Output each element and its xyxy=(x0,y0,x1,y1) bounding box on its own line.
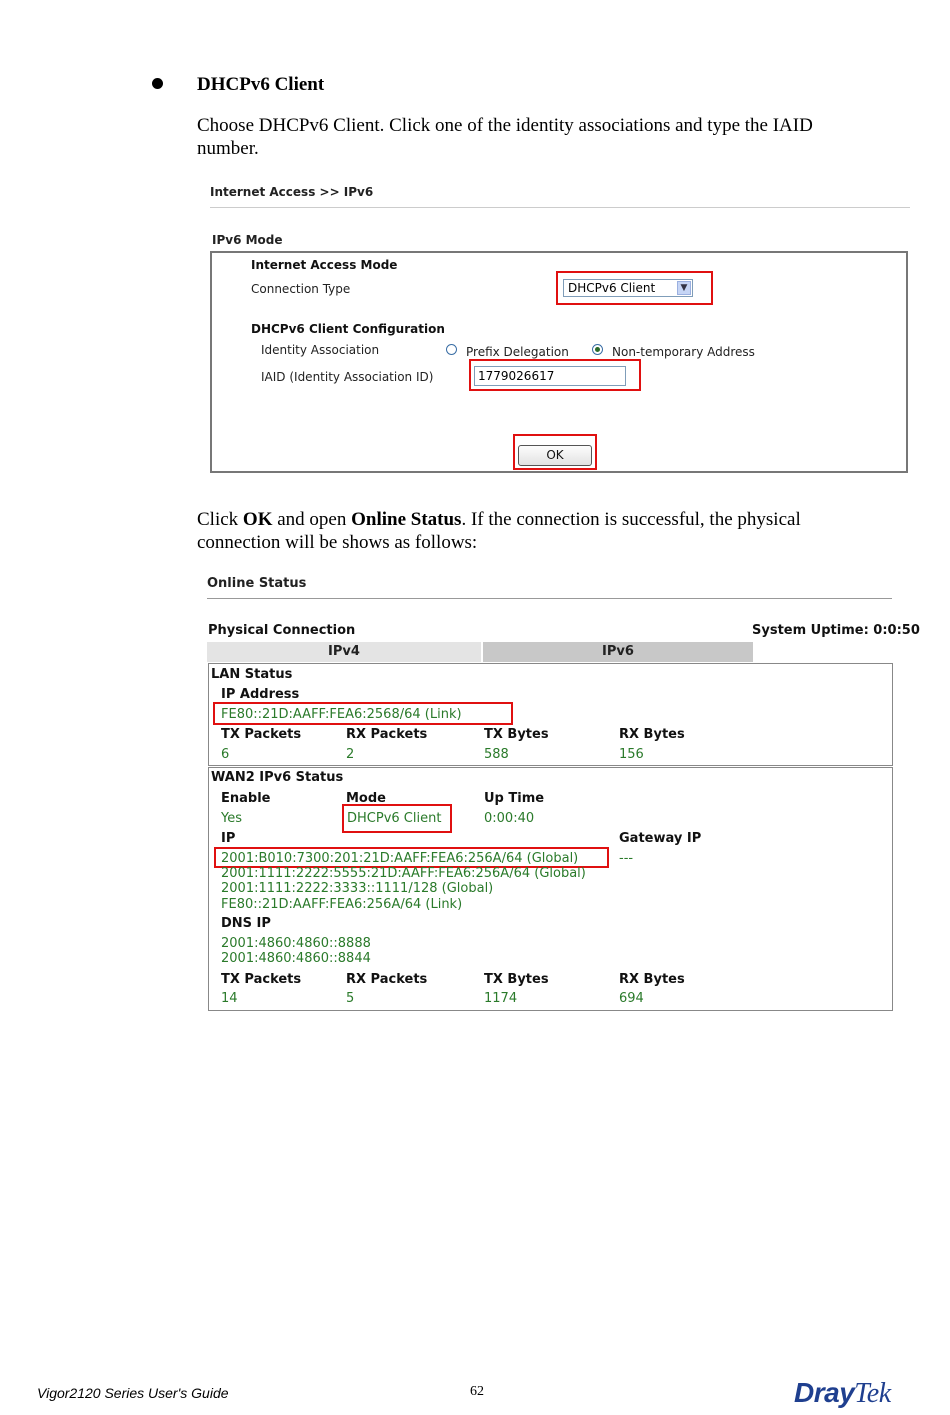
text-run-bold: OK xyxy=(242,509,273,530)
ok-button[interactable]: OK xyxy=(518,445,592,466)
highlight-iaid xyxy=(469,359,641,391)
wan-rx-bytes-label: RX Bytes xyxy=(619,972,685,987)
connection-type-value: DHCPv6 Client xyxy=(568,281,656,295)
bullet-dot xyxy=(152,78,163,89)
client-config-label: DHCPv6 Client Configuration xyxy=(251,322,445,336)
wan-rx-packets: 5 xyxy=(346,991,355,1006)
connection-type-label: Connection Type xyxy=(251,282,351,296)
tab-ipv4[interactable]: IPv4 xyxy=(207,642,481,662)
identity-assoc-label: Identity Association xyxy=(261,343,380,357)
wan-enable-label: Enable xyxy=(221,791,271,806)
lan-tx-packets: 6 xyxy=(221,747,230,762)
wan-tx-packets: 14 xyxy=(221,991,238,1006)
page-number: 62 xyxy=(470,1384,484,1399)
wan-tx-bytes: 1174 xyxy=(484,991,518,1006)
wan-dns-1: 2001:4860:4860::8888 xyxy=(221,936,371,951)
ipv6-mode-title: IPv6 Mode xyxy=(212,233,283,247)
wan-dns-2: 2001:4860:4860::8844 xyxy=(221,951,371,966)
lan-ip-value: FE80::21D:AAFF:FEA6:2568/64 (Link) xyxy=(221,707,462,722)
text-run: and open xyxy=(272,509,352,530)
access-mode-label: Internet Access Mode xyxy=(251,258,398,272)
non-temporary-radio[interactable] xyxy=(592,344,603,355)
wan-ip-link: FE80::21D:AAFF:FEA6:256A/64 (Link) xyxy=(221,897,463,912)
draytek-logo xyxy=(794,1377,891,1410)
footer-guide-title: Vigor2120 Series User's Guide xyxy=(37,1385,229,1401)
highlight-connection-type xyxy=(556,271,713,305)
wan-ip-global-2: 2001:1111:2222:5555:21D:AAFF:FEA6:256A/64 (Global) xyxy=(221,866,586,881)
wan-ip-label: IP xyxy=(221,831,236,846)
wan-gateway-value: --- xyxy=(619,851,634,866)
prefix-delegation-radio[interactable] xyxy=(446,344,457,355)
non-temporary-label: Non-temporary Address xyxy=(612,345,755,359)
wan-gateway-label: Gateway IP xyxy=(619,831,702,846)
prefix-delegation-label: Prefix Delegation xyxy=(466,345,569,359)
lan-status-title: LAN Status xyxy=(211,667,293,682)
wan-enable-value: Yes xyxy=(221,811,242,826)
lan-tx-bytes-label: TX Bytes xyxy=(484,727,549,742)
highlight-wan-mode xyxy=(342,804,452,833)
wan-dns-label: DNS IP xyxy=(221,916,271,931)
intro-paragraph: Choose DHCPv6 Client. Click one of the identity associations and type the IAID number. xyxy=(197,115,813,159)
logo-tek: Tek xyxy=(854,1378,891,1409)
wan-status-title: WAN2 IPv6 Status xyxy=(211,770,344,785)
wan-uptime-label: Up Time xyxy=(484,791,545,806)
lan-tx-bytes: 588 xyxy=(484,747,509,762)
lan-rx-bytes-label: RX Bytes xyxy=(619,727,685,742)
iaid-input[interactable]: 1779026617 xyxy=(474,366,626,386)
lan-rx-packets-label: RX Packets xyxy=(346,727,428,742)
lan-ip-label: IP Address xyxy=(221,687,300,702)
wan-ip-global-1: 2001:B010:7300:201:21D:AAFF:FEA6:256A/64 (Global) xyxy=(221,851,579,866)
breadcrumb: Internet Access >> IPv6 xyxy=(210,185,374,199)
wan-uptime-value: 0:00:40 xyxy=(484,811,535,826)
wan-rx-bytes: 694 xyxy=(619,991,644,1006)
logo-dray: Dray xyxy=(794,1377,855,1408)
text-run-bold: Online Status xyxy=(351,509,462,530)
wan-mode-value: DHCPv6 Client xyxy=(347,811,442,826)
online-status-title: Online Status xyxy=(207,576,307,591)
divider xyxy=(210,207,910,208)
chevron-down-icon[interactable]: ▼ xyxy=(677,281,691,295)
lan-rx-bytes: 156 xyxy=(619,747,644,762)
wan-ip-global-3: 2001:1111:2222:3333::1111/128 (Global) xyxy=(221,881,494,896)
iaid-label: IAID (Identity Association ID) xyxy=(261,370,434,384)
wan-tx-packets-label: TX Packets xyxy=(221,972,302,987)
system-uptime: System Uptime: 0:0:50 xyxy=(752,623,920,638)
text-run: . If the connection is successful, the physical connection will be shows as follows: xyxy=(197,509,801,553)
highlight-ok xyxy=(513,434,597,470)
wan-rx-packets-label: RX Packets xyxy=(346,972,428,987)
highlight-wan-ip xyxy=(214,847,609,868)
lan-rx-packets: 2 xyxy=(346,747,355,762)
section-heading: DHCPv6 Client xyxy=(197,74,325,95)
text-run: Click xyxy=(197,509,243,530)
physical-connection-label: Physical Connection xyxy=(208,623,356,638)
highlight-lan-ip xyxy=(213,702,513,725)
wan-tx-bytes-label: TX Bytes xyxy=(484,972,549,987)
tab-ipv6[interactable]: IPv6 xyxy=(483,642,753,662)
lan-tx-packets-label: TX Packets xyxy=(221,727,302,742)
divider xyxy=(207,598,892,599)
result-paragraph xyxy=(197,508,877,554)
wan-mode-label: Mode xyxy=(346,791,386,806)
